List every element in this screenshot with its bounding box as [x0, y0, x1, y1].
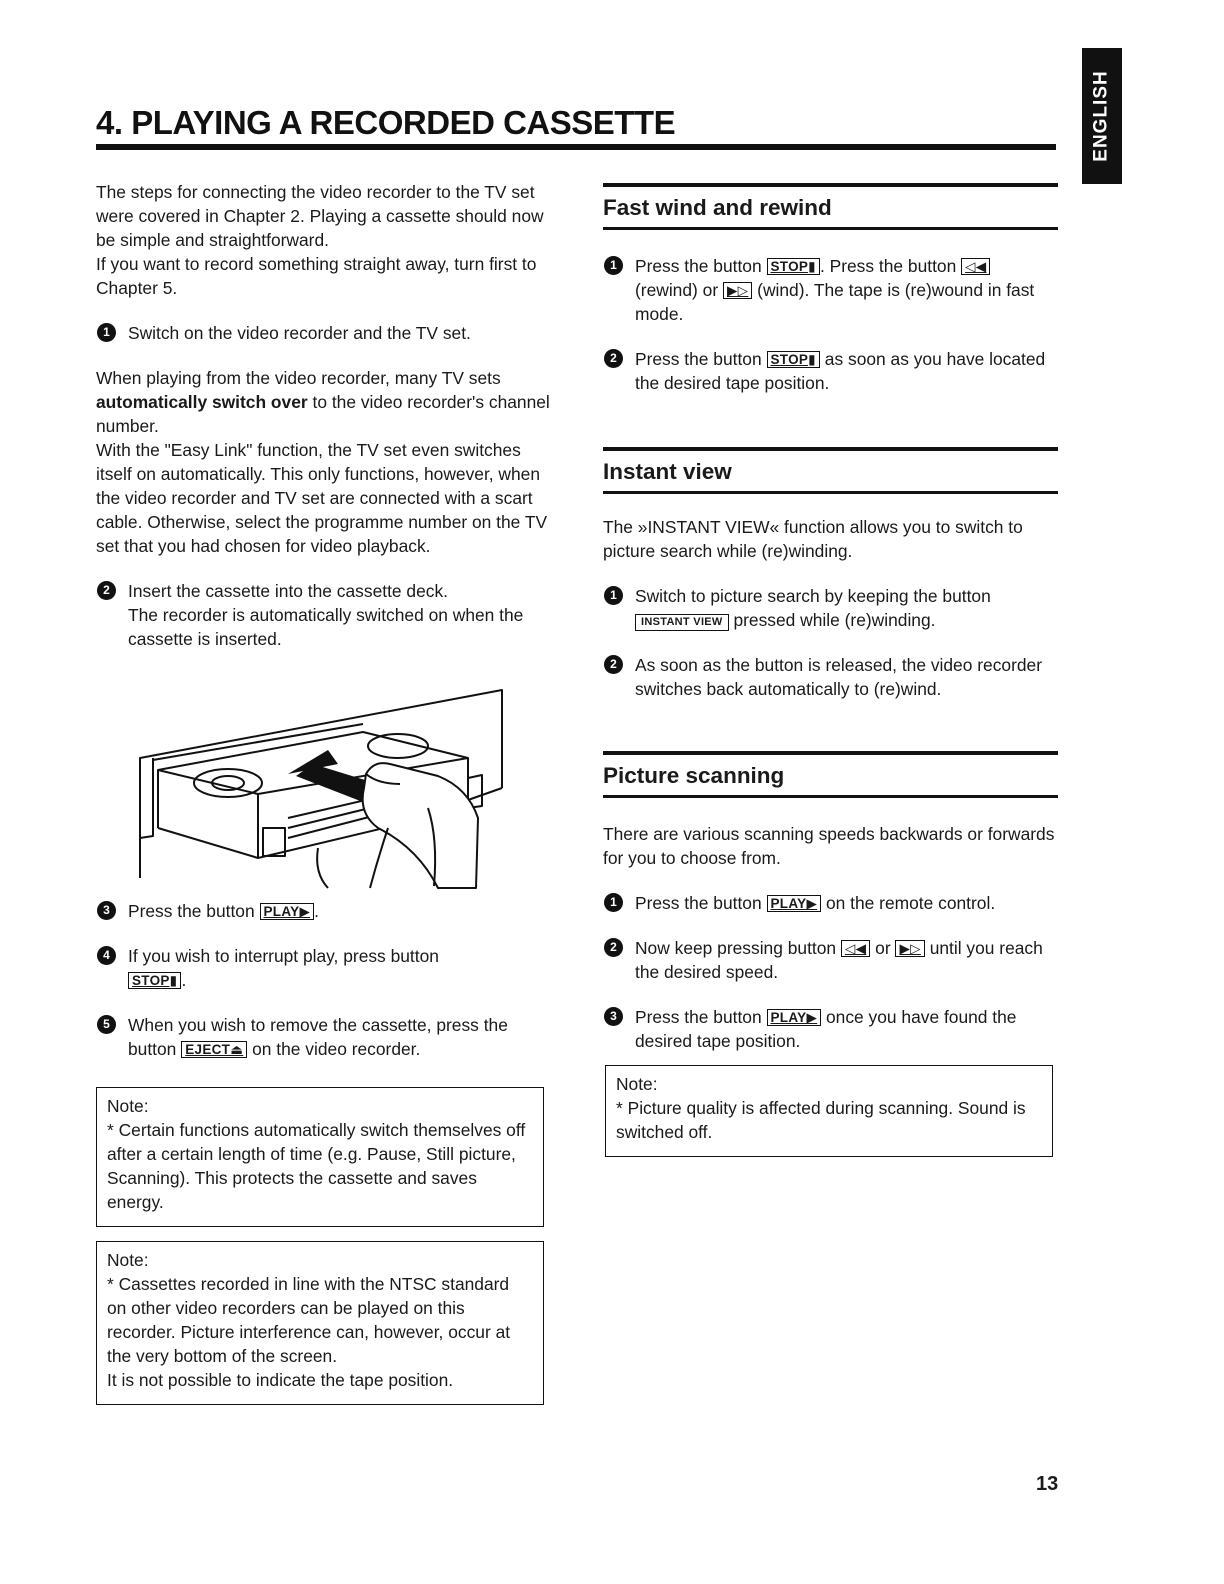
step-1 [96, 321, 556, 345]
step-text [635, 347, 1058, 395]
step-text-part: as soon as you have located the desired tape position. [635, 349, 1046, 393]
wind-key-label: ▶▷ [723, 282, 752, 299]
step-text [635, 936, 1058, 984]
step-text-part: Press the button [635, 1007, 762, 1027]
eject-key-label: EJECT⏏ [181, 1041, 247, 1058]
step-text-part: Press the button [635, 349, 762, 369]
note-text: It is not possible to indicate the tape position. [107, 1370, 454, 1390]
step-text-part: . Press the button [819, 256, 957, 276]
step-2 [603, 936, 1058, 984]
step-number-badge: 3 [97, 901, 116, 920]
note-box-auto-off [96, 1087, 544, 1227]
step-number-badge: 1 [604, 256, 623, 275]
step-number-badge: 2 [97, 581, 116, 600]
step-number-badge: 2 [604, 349, 623, 368]
step-number-badge: 1 [604, 893, 623, 912]
step-number-badge: 5 [97, 1015, 116, 1034]
step-number-badge: 3 [604, 1007, 623, 1026]
step-text-part: (rewind) or [635, 280, 719, 300]
section-picture-scanning [603, 751, 1058, 1157]
note-label: Note: [107, 1096, 149, 1116]
step-line: The recorder is automatically switched on when the cassette is inserted. [128, 605, 524, 649]
section-rule [603, 491, 1058, 494]
note-text: * Cassettes recorded in line with the NTSC standard on other video recorders can be played on this recorder. Picture interference can, however, occur at the very bottom of the screen. [107, 1274, 511, 1366]
page-number: 13 [1036, 1473, 1059, 1495]
step-text-part: until you reach the desired speed. [635, 938, 1043, 982]
step-number-badge: 2 [604, 938, 623, 957]
step-text-part: pressed while (re)winding. [733, 610, 936, 630]
step-text [635, 254, 1058, 326]
step-text [128, 1013, 556, 1061]
stop-key-label: STOP▮ [767, 351, 820, 368]
section-heading: Fast wind and rewind [603, 195, 832, 220]
step-1 [603, 891, 1058, 915]
title-rule [96, 144, 1056, 150]
para-bold-text: automatically switch over [96, 392, 308, 412]
play-key-label: PLAY▶ [767, 895, 822, 912]
note-box-scanning [605, 1065, 1053, 1157]
note-label: Note: [107, 1250, 149, 1270]
step-number-badge: 2 [604, 655, 623, 674]
section-intro: There are various scanning speeds backwards or forwards for you to choose from. [603, 824, 1055, 868]
wind-key-label: ▶▷ [895, 940, 924, 957]
cassette-insertion-illustration [138, 688, 508, 893]
stop-key-label: STOP▮ [767, 258, 820, 275]
step-text-part: or [875, 938, 891, 958]
stop-key-label: STOP▮ [128, 972, 181, 989]
step-2 [603, 653, 1058, 701]
step-text: As soon as the button is released, the video recorder switches back automatically to (re)wind. [635, 655, 1042, 699]
step-text-part: on the remote control. [826, 893, 996, 913]
step-2 [603, 347, 1058, 395]
step-text-part: (wind). The tape is (re)wound in fast mode. [635, 280, 1035, 324]
language-tab-label: ENGLISH [1091, 70, 1113, 162]
section-fast-wind [603, 183, 1058, 395]
auto-switch-paragraph [96, 366, 556, 438]
note-label: Note: [616, 1074, 658, 1094]
step-3 [603, 1005, 1058, 1053]
note-text: * Picture quality is affected during scanning. Sound is switched off. [616, 1098, 1026, 1142]
step-text [128, 944, 556, 992]
step-text: Switch on the video recorder and the TV set. [128, 323, 471, 343]
step-text-part: . [314, 901, 319, 921]
rewind-key-label: ◁◀ [841, 940, 870, 957]
section-heading: Picture scanning [603, 763, 785, 788]
section-rule [603, 795, 1058, 798]
section-heading: Instant view [603, 459, 732, 484]
para-text: to the video recorder's channel number. [96, 392, 550, 436]
step-text-part: on the video recorder. [252, 1039, 421, 1059]
step-text [635, 1005, 1058, 1053]
step-text-part: Now keep pressing button [635, 938, 837, 958]
step-2 [96, 579, 556, 651]
step-text-part: Press the button [635, 256, 762, 276]
right-column [603, 183, 1058, 1157]
instant-view-key-label: INSTANT VIEW [635, 614, 729, 631]
intro-paragraph: The steps for connecting the video recorder to the TV set were covered in Chapter 2. Playing a cassette should now be simple and straightforward. [96, 182, 544, 250]
step-text-part: If you wish to interrupt play, press button [128, 946, 439, 966]
step-text-part: Press the button [128, 901, 255, 921]
note-text: * Certain functions automatically switch themselves off after a certain length of time (e.g. Pause, Still picture, Scanning). This protects the cassette and saves energy. [107, 1120, 526, 1212]
step-text-part: Switch to picture search by keeping the button [635, 586, 991, 606]
step-text-part: Press the button [635, 893, 762, 913]
page-title: 4. PLAYING A RECORDED CASSETTE [96, 104, 676, 141]
easy-link-paragraph: With the "Easy Link" function, the TV set even switches itself on automatically. This only functions, however, when the video recorder and TV set are connected with a scart cable. Otherwise, select the programme number on the TV set that you had chosen for video playback. [96, 440, 548, 556]
step-4 [96, 944, 556, 992]
step-5 [96, 1013, 556, 1061]
play-key-label: PLAY▶ [260, 903, 315, 920]
step-text [635, 584, 1058, 632]
step-line: Insert the cassette into the cassette deck. [128, 581, 448, 601]
step-3 [96, 899, 556, 923]
note-box-ntsc [96, 1241, 544, 1405]
step-1 [603, 254, 1058, 326]
section-instant-view [603, 447, 1058, 701]
rewind-key-label: ◁◀ [961, 258, 990, 275]
para-text: When playing from the video recorder, many TV sets [96, 368, 501, 388]
step-number-badge: 4 [97, 946, 116, 965]
section-rule [603, 227, 1058, 230]
intro-paragraph-2: If you want to record something straight away, turn first to Chapter 5. [96, 254, 537, 298]
step-text [128, 579, 556, 651]
step-number-badge: 1 [604, 586, 623, 605]
play-key-label: PLAY▶ [767, 1009, 822, 1026]
step-text-part: . [181, 970, 187, 990]
language-tab [1082, 48, 1122, 184]
step-text-part: When you wish to remove the cassette, press the button [128, 1015, 508, 1059]
step-1 [603, 584, 1058, 632]
step-text [128, 899, 556, 923]
step-text [635, 891, 1058, 915]
step-number-badge: 1 [97, 323, 116, 342]
section-intro: The »INSTANT VIEW« function allows you to switch to picture search while (re)winding. [603, 517, 1023, 561]
step-text-part: once you have found the desired tape position. [635, 1007, 1017, 1051]
